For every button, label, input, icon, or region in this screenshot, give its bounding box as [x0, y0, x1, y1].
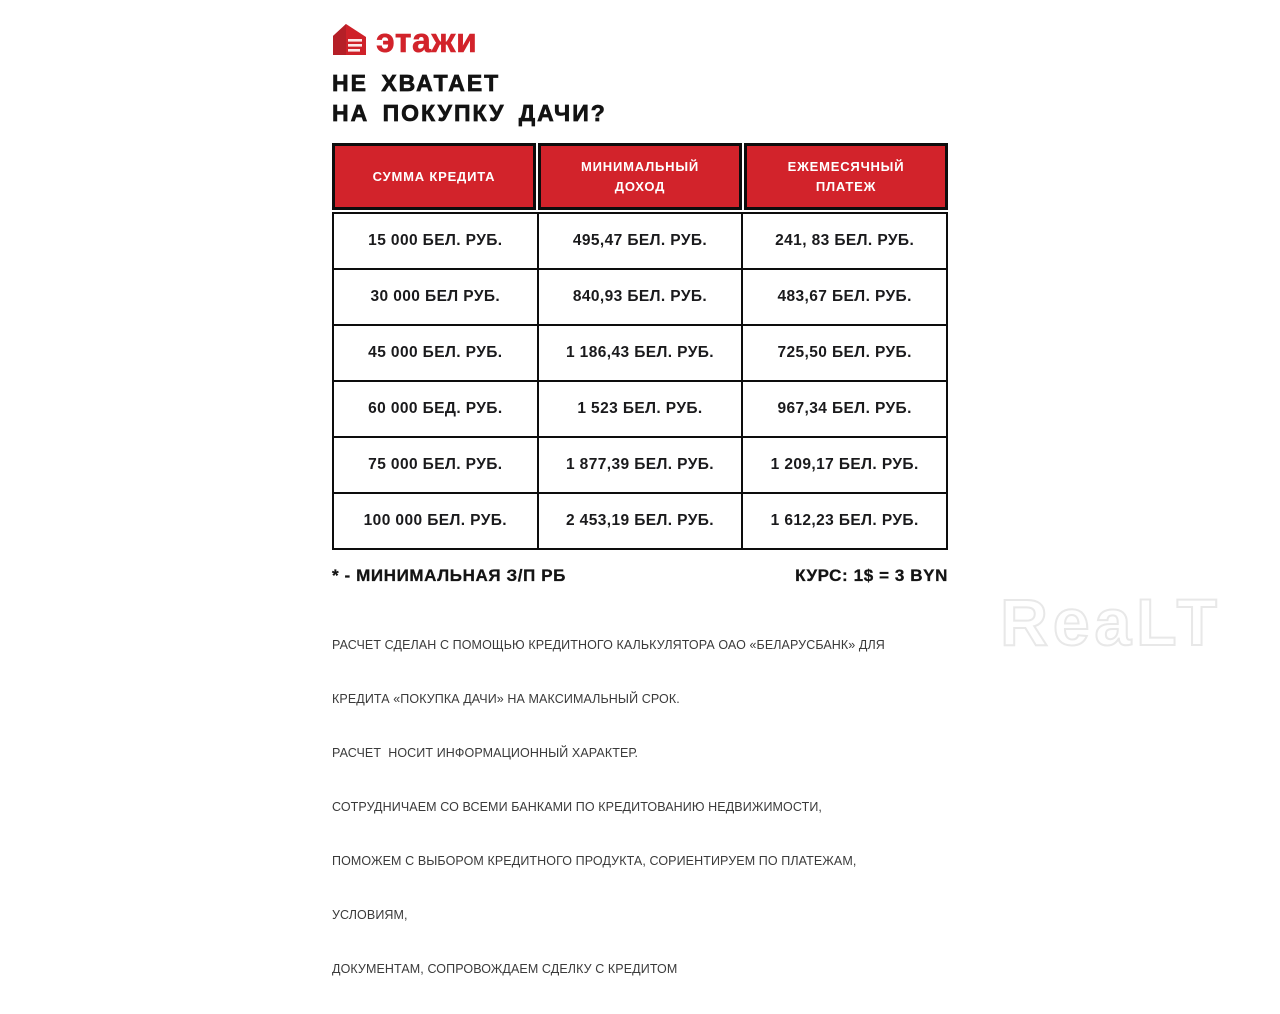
- cell-min-income: 2 453,19 БЕЛ. РУБ.: [538, 493, 743, 549]
- cell-loan-amount: 60 000 БЕД. РУБ.: [333, 381, 538, 437]
- page-title: [332, 68, 948, 128]
- cell-loan-amount: 15 000 БЕЛ. РУБ.: [333, 213, 538, 269]
- cell-monthly-payment: 967,34 БЕЛ. РУБ.: [742, 381, 947, 437]
- disclaimer-text: [332, 600, 948, 1014]
- cell-min-income: 1 186,43 БЕЛ. РУБ.: [538, 325, 743, 381]
- infographic-content: [332, 16, 948, 1014]
- cell-monthly-payment: 1 209,17 БЕЛ. РУБ.: [742, 437, 947, 493]
- table-row: [333, 381, 947, 437]
- disclaimer-line: СОТРУДНИЧАЕМ СО ВСЕМИ БАНКАМИ ПО КРЕДИТОВАНИЮ НЕДВИЖИМОСТИ,: [332, 800, 822, 814]
- cell-min-income: 1 523 БЕЛ. РУБ.: [538, 381, 743, 437]
- exchange-rate-note: КУРС: 1$ = 3 BYN: [795, 566, 948, 585]
- cell-min-income: 495,47 БЕЛ. РУБ.: [538, 213, 743, 269]
- disclaimer-line: УСЛОВИЯМ,: [332, 908, 408, 922]
- table-row: [333, 269, 947, 325]
- credit-table-header: [332, 143, 948, 210]
- cell-monthly-payment: 483,67 БЕЛ. РУБ.: [742, 269, 947, 325]
- disclaimer-line: РАСЧЕТ СДЕЛАН С ПОМОЩЬЮ КРЕДИТНОГО КАЛЬКУЛЯТОРА ОАО «БЕЛАРУСБАНК» ДЛЯ: [332, 638, 885, 652]
- table-row: [333, 213, 947, 269]
- credit-table-body: [332, 212, 948, 550]
- cell-monthly-payment: 1 612,23 БЕЛ. РУБ.: [742, 493, 947, 549]
- cell-monthly-payment: 241, 83 БЕЛ. РУБ.: [742, 213, 947, 269]
- cell-loan-amount: 75 000 БЕЛ. РУБ.: [333, 437, 538, 493]
- disclaimer-line: ДОКУМЕНТАМ, СОПРОВОЖДАЕМ СДЕЛКУ С КРЕДИТОМ: [332, 962, 678, 976]
- footnote-row: [332, 566, 948, 586]
- disclaimer-line: КРЕДИТА «ПОКУПКА ДАЧИ» НА МАКСИМАЛЬНЫЙ СРОК.: [332, 692, 680, 706]
- page-title-line-1: НЕ ХВАТАЕТ: [332, 70, 501, 96]
- table-row: [333, 493, 947, 549]
- etazhi-house-icon: [332, 22, 367, 56]
- cell-loan-amount: 45 000 БЕЛ. РУБ.: [333, 325, 538, 381]
- cell-loan-amount: 100 000 БЕЛ. РУБ.: [333, 493, 538, 549]
- cell-min-income: 1 877,39 БЕЛ. РУБ.: [538, 437, 743, 493]
- etazhi-logo: [332, 16, 948, 60]
- column-header-loan-amount: СУММА КРЕДИТА: [332, 143, 536, 210]
- credit-table: [332, 143, 948, 550]
- cell-min-income: 840,93 БЕЛ. РУБ.: [538, 269, 743, 325]
- footnote-min-salary: * - МИНИМАЛЬНАЯ З/П РБ: [332, 566, 566, 585]
- table-row: [333, 325, 947, 381]
- cell-loan-amount: 30 000 БЕЛ РУБ.: [333, 269, 538, 325]
- cell-monthly-payment: 725,50 БЕЛ. РУБ.: [742, 325, 947, 381]
- disclaimer-line: ПОМОЖЕМ С ВЫБОРОМ КРЕДИТНОГО ПРОДУКТА, СОРИЕНТИРУЕМ ПО ПЛАТЕЖАМ,: [332, 854, 857, 868]
- page-title-line-2: НА ПОКУПКУ ДАЧИ?: [332, 100, 607, 126]
- etazhi-logo-text: этажи: [376, 21, 478, 60]
- column-header-monthly-payment: ЕЖЕМЕСЯЧНЫЙ ПЛАТЕЖ: [744, 143, 948, 210]
- realt-watermark: ReaLT: [1000, 585, 1222, 659]
- column-header-min-income: МИНИМАЛЬНЫЙ ДОХОД: [538, 143, 742, 210]
- disclaimer-line: РАСЧЕТ НОСИТ ИНФОРМАЦИОННЫЙ ХАРАКТЕР.: [332, 746, 639, 760]
- table-row: [333, 437, 947, 493]
